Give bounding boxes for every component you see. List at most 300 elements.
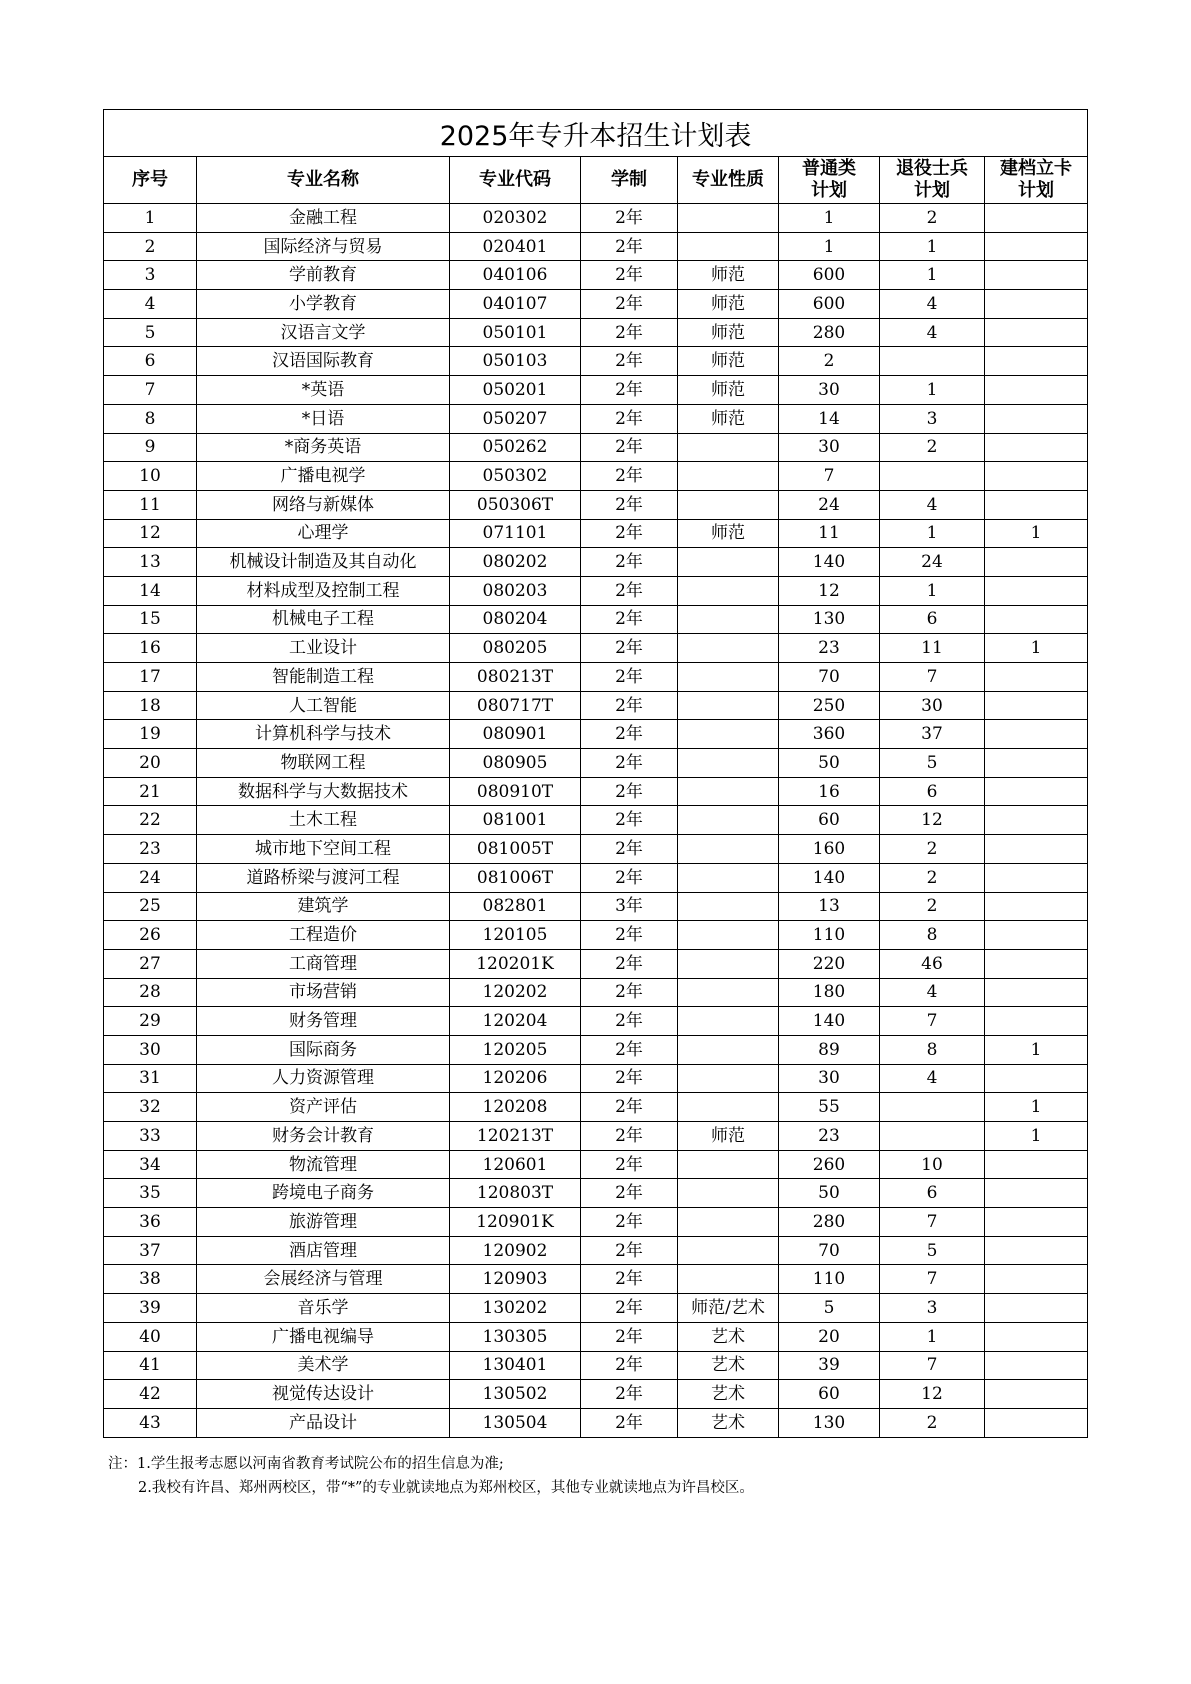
cell-index: 13 (104, 548, 197, 577)
cell-filed-card-plan (985, 1351, 1088, 1380)
cell-general-plan: 30 (779, 1064, 880, 1093)
cell-index: 15 (104, 605, 197, 634)
cell-filed-card-plan (985, 749, 1088, 778)
cell-veteran-plan: 4 (880, 490, 985, 519)
cell-index: 33 (104, 1122, 197, 1151)
cell-veteran-plan: 4 (880, 290, 985, 319)
cell-veteran-plan: 46 (880, 949, 985, 978)
footnote-2: 2.我校有许昌、郑州两校区，带“*”的专业就读地点为郑州校区，其他专业就读地点为许昌校区。 (138, 1480, 754, 1496)
table-title: 2025年专升本招生计划表 (104, 110, 1088, 157)
cell-veteran-plan: 1 (880, 576, 985, 605)
cell-filed-card-plan: 1 (985, 1122, 1088, 1151)
cell-nature: 师范 (678, 1122, 779, 1151)
cell-general-plan: 250 (779, 691, 880, 720)
cell-filed-card-plan (985, 1007, 1088, 1036)
cell-duration: 2年 (581, 1007, 678, 1036)
cell-nature: 师范 (678, 261, 779, 290)
table-body (104, 204, 1088, 1438)
cell-general-plan: 180 (779, 978, 880, 1007)
cell-nature: 师范 (678, 404, 779, 433)
cell-filed-card-plan (985, 490, 1088, 519)
cell-general-plan: 360 (779, 720, 880, 749)
cell-major-code: 120201K (450, 949, 581, 978)
footnote-1: 注：1.学生报考志愿以河南省教育考试院公布的招生信息为准; (108, 1456, 504, 1472)
cell-veteran-plan: 2 (880, 204, 985, 233)
cell-general-plan: 70 (779, 663, 880, 692)
cell-major-name: 工程造价 (197, 921, 450, 950)
cell-duration: 2年 (581, 1035, 678, 1064)
cell-nature (678, 720, 779, 749)
cell-nature (678, 691, 779, 720)
cell-filed-card-plan (985, 318, 1088, 347)
cell-major-name: 跨境电子商务 (197, 1179, 450, 1208)
cell-major-code: 120902 (450, 1236, 581, 1265)
table-row (104, 290, 1088, 319)
cell-index: 25 (104, 892, 197, 921)
cell-general-plan: 16 (779, 777, 880, 806)
cell-general-plan: 24 (779, 490, 880, 519)
cell-veteran-plan (880, 347, 985, 376)
cell-index: 32 (104, 1093, 197, 1122)
table-row (104, 605, 1088, 634)
header-veteran-plan (880, 157, 985, 204)
cell-veteran-plan (880, 462, 985, 491)
cell-duration: 2年 (581, 921, 678, 950)
cell-major-name: 学前教育 (197, 261, 450, 290)
cell-general-plan: 89 (779, 1035, 880, 1064)
cell-filed-card-plan: 1 (985, 1035, 1088, 1064)
cell-filed-card-plan (985, 978, 1088, 1007)
cell-major-code: 130305 (450, 1322, 581, 1351)
cell-general-plan: 1 (779, 232, 880, 261)
cell-duration: 2年 (581, 1179, 678, 1208)
cell-major-name: 市场营销 (197, 978, 450, 1007)
cell-major-name: 旅游管理 (197, 1208, 450, 1237)
table-row (104, 1351, 1088, 1380)
cell-nature (678, 806, 779, 835)
cell-major-code: 130504 (450, 1408, 581, 1437)
cell-index: 12 (104, 519, 197, 548)
table-row (104, 1236, 1088, 1265)
cell-duration: 2年 (581, 1093, 678, 1122)
cell-index: 42 (104, 1380, 197, 1409)
cell-duration: 2年 (581, 806, 678, 835)
cell-nature: 艺术 (678, 1408, 779, 1437)
cell-general-plan: 260 (779, 1150, 880, 1179)
header-row (104, 157, 1088, 204)
cell-duration: 2年 (581, 749, 678, 778)
cell-filed-card-plan (985, 376, 1088, 405)
cell-duration: 2年 (581, 204, 678, 233)
cell-filed-card-plan (985, 261, 1088, 290)
cell-general-plan: 70 (779, 1236, 880, 1265)
cell-nature (678, 605, 779, 634)
cell-major-code: 080717T (450, 691, 581, 720)
cell-duration: 2年 (581, 835, 678, 864)
cell-index: 39 (104, 1294, 197, 1323)
cell-duration: 2年 (581, 1408, 678, 1437)
cell-major-code: 040106 (450, 261, 581, 290)
table-row (104, 691, 1088, 720)
table-row (104, 376, 1088, 405)
cell-major-name: 国际商务 (197, 1035, 450, 1064)
cell-major-name: 广播电视学 (197, 462, 450, 491)
cell-veteran-plan: 4 (880, 1064, 985, 1093)
cell-major-name: 网络与新媒体 (197, 490, 450, 519)
cell-general-plan: 220 (779, 949, 880, 978)
cell-filed-card-plan (985, 290, 1088, 319)
cell-nature (678, 204, 779, 233)
cell-nature (678, 663, 779, 692)
cell-general-plan: 5 (779, 1294, 880, 1323)
cell-duration: 2年 (581, 605, 678, 634)
table-row (104, 892, 1088, 921)
cell-index: 22 (104, 806, 197, 835)
cell-veteran-plan: 8 (880, 1035, 985, 1064)
cell-duration: 2年 (581, 462, 678, 491)
cell-general-plan: 39 (779, 1351, 880, 1380)
cell-duration: 2年 (581, 318, 678, 347)
cell-major-name: 财务管理 (197, 1007, 450, 1036)
table-row (104, 318, 1088, 347)
table-row (104, 519, 1088, 548)
cell-duration: 2年 (581, 347, 678, 376)
cell-veteran-plan: 7 (880, 1351, 985, 1380)
cell-index: 17 (104, 663, 197, 692)
cell-major-name: 物流管理 (197, 1150, 450, 1179)
cell-nature (678, 1064, 779, 1093)
cell-general-plan: 1 (779, 204, 880, 233)
cell-nature (678, 978, 779, 1007)
cell-filed-card-plan (985, 404, 1088, 433)
cell-veteran-plan: 1 (880, 519, 985, 548)
cell-major-code: 071101 (450, 519, 581, 548)
cell-duration: 2年 (581, 519, 678, 548)
header-veteran-plan-line2: 计划 (914, 180, 950, 201)
cell-general-plan: 110 (779, 921, 880, 950)
header-veteran-plan-line1: 退役士兵 (896, 158, 968, 179)
cell-general-plan: 30 (779, 433, 880, 462)
cell-major-name: *商务英语 (197, 433, 450, 462)
cell-duration: 2年 (581, 863, 678, 892)
cell-filed-card-plan (985, 576, 1088, 605)
cell-nature (678, 892, 779, 921)
cell-duration: 2年 (581, 490, 678, 519)
cell-nature: 艺术 (678, 1351, 779, 1380)
cell-major-code: 080910T (450, 777, 581, 806)
cell-filed-card-plan (985, 548, 1088, 577)
cell-index: 6 (104, 347, 197, 376)
cell-major-code: 120601 (450, 1150, 581, 1179)
cell-major-code: 130202 (450, 1294, 581, 1323)
cell-major-name: 产品设计 (197, 1408, 450, 1437)
cell-nature (678, 576, 779, 605)
table-row (104, 548, 1088, 577)
cell-nature (678, 777, 779, 806)
cell-nature (678, 863, 779, 892)
table-row (104, 433, 1088, 462)
cell-major-code: 080205 (450, 634, 581, 663)
cell-veteran-plan: 24 (880, 548, 985, 577)
cell-filed-card-plan: 1 (985, 634, 1088, 663)
cell-major-name: 人力资源管理 (197, 1064, 450, 1093)
header-general-plan (779, 157, 880, 204)
cell-general-plan: 14 (779, 404, 880, 433)
cell-duration: 2年 (581, 376, 678, 405)
cell-index: 1 (104, 204, 197, 233)
cell-filed-card-plan (985, 1208, 1088, 1237)
cell-filed-card-plan (985, 204, 1088, 233)
cell-major-code: 081006T (450, 863, 581, 892)
cell-index: 19 (104, 720, 197, 749)
header-general-plan-line1: 普通类 (802, 158, 856, 179)
cell-veteran-plan (880, 1093, 985, 1122)
cell-duration: 2年 (581, 1351, 678, 1380)
cell-major-name: *英语 (197, 376, 450, 405)
cell-general-plan: 30 (779, 376, 880, 405)
cell-duration: 2年 (581, 1265, 678, 1294)
cell-general-plan: 160 (779, 835, 880, 864)
cell-major-code: 120208 (450, 1093, 581, 1122)
cell-veteran-plan: 8 (880, 921, 985, 950)
cell-index: 28 (104, 978, 197, 1007)
cell-major-code: 080203 (450, 576, 581, 605)
cell-veteran-plan: 2 (880, 1408, 985, 1437)
cell-veteran-plan: 12 (880, 1380, 985, 1409)
cell-nature (678, 490, 779, 519)
cell-major-code: 050262 (450, 433, 581, 462)
cell-major-code: 081001 (450, 806, 581, 835)
table-row (104, 1408, 1088, 1437)
table-row (104, 663, 1088, 692)
cell-general-plan: 280 (779, 318, 880, 347)
cell-general-plan: 280 (779, 1208, 880, 1237)
header-index: 序号 (104, 157, 197, 204)
cell-filed-card-plan (985, 1380, 1088, 1409)
cell-major-name: 广播电视编导 (197, 1322, 450, 1351)
table-row (104, 1380, 1088, 1409)
cell-nature: 师范 (678, 519, 779, 548)
cell-veteran-plan: 7 (880, 663, 985, 692)
table-row (104, 576, 1088, 605)
cell-major-name: 美术学 (197, 1351, 450, 1380)
cell-major-code: 050101 (450, 318, 581, 347)
cell-major-name: 工业设计 (197, 634, 450, 663)
cell-major-name: 酒店管理 (197, 1236, 450, 1265)
cell-nature: 师范/艺术 (678, 1294, 779, 1323)
cell-nature (678, 835, 779, 864)
cell-major-name: 小学教育 (197, 290, 450, 319)
cell-veteran-plan (880, 1122, 985, 1151)
cell-veteran-plan: 3 (880, 1294, 985, 1323)
cell-general-plan: 140 (779, 1007, 880, 1036)
cell-nature: 师范 (678, 290, 779, 319)
cell-filed-card-plan (985, 605, 1088, 634)
cell-major-code: 080213T (450, 663, 581, 692)
cell-filed-card-plan (985, 462, 1088, 491)
table-row (104, 1179, 1088, 1208)
header-major-name: 专业名称 (197, 157, 450, 204)
cell-general-plan: 13 (779, 892, 880, 921)
cell-major-code: 120204 (450, 1007, 581, 1036)
cell-filed-card-plan (985, 921, 1088, 950)
table-row (104, 1064, 1088, 1093)
cell-major-name: 材料成型及控制工程 (197, 576, 450, 605)
cell-veteran-plan: 12 (880, 806, 985, 835)
cell-major-code: 080204 (450, 605, 581, 634)
cell-major-code: 120213T (450, 1122, 581, 1151)
cell-major-name: 数据科学与大数据技术 (197, 777, 450, 806)
cell-major-name: 国际经济与贸易 (197, 232, 450, 261)
cell-duration: 2年 (581, 1122, 678, 1151)
plan-sheet (103, 109, 1087, 1438)
cell-index: 31 (104, 1064, 197, 1093)
cell-major-code: 120206 (450, 1064, 581, 1093)
cell-general-plan: 23 (779, 634, 880, 663)
cell-filed-card-plan (985, 1294, 1088, 1323)
cell-index: 38 (104, 1265, 197, 1294)
cell-major-code: 120903 (450, 1265, 581, 1294)
cell-index: 10 (104, 462, 197, 491)
cell-duration: 2年 (581, 1380, 678, 1409)
table-row (104, 490, 1088, 519)
cell-duration: 2年 (581, 433, 678, 462)
cell-filed-card-plan (985, 892, 1088, 921)
footnotes (108, 1452, 754, 1500)
cell-duration: 2年 (581, 404, 678, 433)
cell-index: 41 (104, 1351, 197, 1380)
cell-veteran-plan: 4 (880, 978, 985, 1007)
cell-nature: 师范 (678, 318, 779, 347)
cell-index: 37 (104, 1236, 197, 1265)
cell-nature (678, 921, 779, 950)
cell-nature (678, 232, 779, 261)
cell-major-name: 物联网工程 (197, 749, 450, 778)
cell-major-code: 120202 (450, 978, 581, 1007)
cell-veteran-plan: 2 (880, 892, 985, 921)
cell-filed-card-plan (985, 1064, 1088, 1093)
cell-duration: 2年 (581, 691, 678, 720)
cell-major-name: 汉语国际教育 (197, 347, 450, 376)
table-row (104, 749, 1088, 778)
cell-nature (678, 1150, 779, 1179)
cell-major-code: 080905 (450, 749, 581, 778)
cell-veteran-plan: 1 (880, 232, 985, 261)
cell-major-name: 音乐学 (197, 1294, 450, 1323)
cell-index: 30 (104, 1035, 197, 1064)
enrollment-plan-table (103, 109, 1088, 1438)
cell-nature (678, 1179, 779, 1208)
cell-general-plan: 110 (779, 1265, 880, 1294)
cell-major-name: 心理学 (197, 519, 450, 548)
cell-veteran-plan: 6 (880, 777, 985, 806)
cell-general-plan: 130 (779, 1408, 880, 1437)
cell-filed-card-plan (985, 663, 1088, 692)
header-nature: 专业性质 (678, 157, 779, 204)
cell-duration: 2年 (581, 720, 678, 749)
cell-index: 11 (104, 490, 197, 519)
cell-veteran-plan: 6 (880, 1179, 985, 1208)
cell-filed-card-plan (985, 1236, 1088, 1265)
cell-major-name: 道路桥梁与渡河工程 (197, 863, 450, 892)
header-duration: 学制 (581, 157, 678, 204)
cell-veteran-plan: 7 (880, 1208, 985, 1237)
cell-filed-card-plan: 1 (985, 1093, 1088, 1122)
cell-veteran-plan: 4 (880, 318, 985, 347)
cell-major-name: 机械电子工程 (197, 605, 450, 634)
cell-major-code: 081005T (450, 835, 581, 864)
cell-general-plan: 60 (779, 1380, 880, 1409)
table-row (104, 921, 1088, 950)
cell-general-plan: 50 (779, 1179, 880, 1208)
cell-filed-card-plan (985, 806, 1088, 835)
cell-filed-card-plan (985, 433, 1088, 462)
table-row (104, 1150, 1088, 1179)
cell-filed-card-plan (985, 720, 1088, 749)
cell-major-name: *日语 (197, 404, 450, 433)
cell-major-code: 050207 (450, 404, 581, 433)
cell-major-code: 082801 (450, 892, 581, 921)
header-general-plan-line2: 计划 (811, 180, 847, 201)
cell-index: 34 (104, 1150, 197, 1179)
cell-veteran-plan: 37 (880, 720, 985, 749)
cell-duration: 2年 (581, 978, 678, 1007)
cell-general-plan: 600 (779, 261, 880, 290)
table-row (104, 232, 1088, 261)
cell-nature (678, 548, 779, 577)
table-row (104, 1265, 1088, 1294)
cell-nature: 师范 (678, 347, 779, 376)
cell-general-plan: 60 (779, 806, 880, 835)
cell-duration: 2年 (581, 548, 678, 577)
cell-veteran-plan: 11 (880, 634, 985, 663)
cell-major-code: 050302 (450, 462, 581, 491)
cell-veteran-plan: 5 (880, 749, 985, 778)
cell-major-name: 智能制造工程 (197, 663, 450, 692)
cell-major-code: 020302 (450, 204, 581, 233)
table-row (104, 1093, 1088, 1122)
cell-major-code: 080202 (450, 548, 581, 577)
table-row (104, 949, 1088, 978)
cell-nature (678, 1236, 779, 1265)
cell-filed-card-plan (985, 863, 1088, 892)
cell-major-name: 金融工程 (197, 204, 450, 233)
cell-filed-card-plan (985, 835, 1088, 864)
cell-major-code: 120205 (450, 1035, 581, 1064)
cell-major-name: 机械设计制造及其自动化 (197, 548, 450, 577)
cell-duration: 2年 (581, 663, 678, 692)
table-row (104, 1208, 1088, 1237)
cell-general-plan: 140 (779, 548, 880, 577)
cell-veteran-plan: 2 (880, 433, 985, 462)
cell-filed-card-plan (985, 949, 1088, 978)
cell-duration: 3年 (581, 892, 678, 921)
cell-nature (678, 1265, 779, 1294)
cell-index: 9 (104, 433, 197, 462)
cell-veteran-plan: 1 (880, 1322, 985, 1351)
cell-general-plan: 20 (779, 1322, 880, 1351)
cell-veteran-plan: 5 (880, 1236, 985, 1265)
cell-duration: 2年 (581, 232, 678, 261)
cell-general-plan: 55 (779, 1093, 880, 1122)
cell-veteran-plan: 10 (880, 1150, 985, 1179)
table-row (104, 777, 1088, 806)
cell-filed-card-plan (985, 777, 1088, 806)
cell-major-name: 土木工程 (197, 806, 450, 835)
cell-index: 35 (104, 1179, 197, 1208)
cell-index: 2 (104, 232, 197, 261)
cell-major-name: 计算机科学与技术 (197, 720, 450, 749)
